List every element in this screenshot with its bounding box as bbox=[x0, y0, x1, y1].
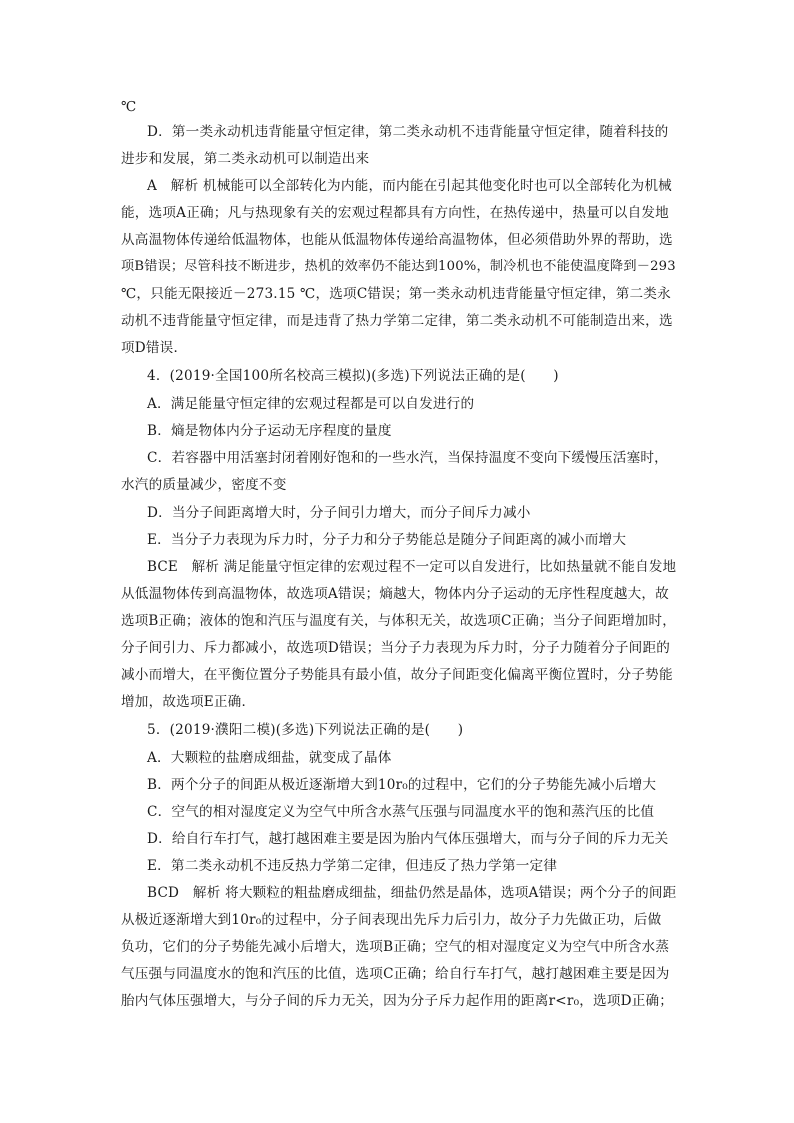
option-d: D．给自行车打气，越打越困难主要是因为胎内气体压强增大，而与分子间的斥力无关 bbox=[147, 831, 669, 847]
text-line: 项D错误． bbox=[121, 340, 188, 356]
text-line: 动机不违背能量守恒定律，而是违背了热力学第二定律，第二类永动机不可能制造出来，选 bbox=[121, 313, 673, 329]
text-line: D．第一类永动机违背能量守恒定律，第二类永动机不违背能量守恒定律，随着科技的 bbox=[147, 124, 669, 140]
text-line: 气压强与同温度水的饱和汽压的比值，选项C正确；给自行车打气，越打越困难主要是因为 bbox=[121, 966, 670, 982]
text-line: ℃ bbox=[121, 99, 137, 115]
text-line: 从极近逐渐增大到10r₀的过程中，分子间表现出先斥力后引力，故分子力先做正功，后做 bbox=[121, 912, 662, 928]
option-b: B．两个分子的间距从极近逐渐增大到10r₀的过程中，它们的分子势能先减小后增大 bbox=[147, 777, 657, 793]
text-line: ℃，只能无限接近－273.15 ℃，选项C错误；第一类永动机违背能量守恒定律，第二类永 bbox=[121, 286, 671, 302]
text-line: 选项B正确；液体的饱和汽压与温度有关，与体积无关，故选项C正确；当分子间距增加时， bbox=[121, 613, 676, 629]
option-a: A．大颗粒的盐磨成细盐，就变成了晶体 bbox=[147, 750, 392, 766]
text-line: 项B错误；尽管科技不断进步，热机的效率仍不能达到100%，制冷机也不能使温度降到－293 bbox=[121, 259, 676, 274]
text-line: 能，选项A正确；凡与热现象有关的宏观过程都具有方向性，在热传递中，热量可以自发地 bbox=[121, 205, 669, 221]
answer-analysis: BCE 解析 满足能量守恒定律的宏观过程不一定可以自发进行，比如热量就不能自发地 bbox=[147, 559, 677, 575]
text-line: 进步和发展，第二类永动机可以制造出来 bbox=[121, 151, 370, 167]
option-a: A．满足能量守恒定律的宏观过程都是可以自发进行的 bbox=[147, 396, 475, 412]
text-line: 从低温物体传到高温物体，故选项A错误；熵越大，物体内分子运动的无序性程度越大，故 bbox=[121, 586, 669, 602]
option-c: C．空气的相对湿度定义为空气中所含水蒸气压强与同温度水平的饱和蒸汽压的比值 bbox=[147, 804, 655, 820]
text-line: 减小而增大，在平衡位置分子势能具有最小值，故分子间距变化偏离平衡位置时，分子势能 bbox=[121, 667, 673, 683]
question-4-stem: 4．(2019·全国100所名校高三模拟)(多选)下列说法正确的是( ) bbox=[147, 368, 559, 384]
text-line: 负功，它们的分子势能先减小后增大，选项B正确；空气的相对湿度定义为空气中所含水蒸 bbox=[121, 939, 670, 955]
text-line: A 解析 机械能可以全部转化为内能，而内能在引起其他变化时也可以全部转化为机械 bbox=[147, 178, 672, 194]
text-line: 分子间引力、斥力都减小，故选项D错误；当分子力表现为斥力时，分子力随着分子间距的 bbox=[121, 640, 671, 656]
option-d: D．当分子间距离增大时，分子间引力增大，而分子间斥力减小 bbox=[147, 505, 531, 521]
answer-analysis: BCD 解析 将大颗粒的粗盐磨成细盐，细盐仍然是晶体，选项A错误；两个分子的间距 bbox=[147, 885, 677, 901]
option-b: B．熵是物体内分子运动无序程度的量度 bbox=[147, 423, 392, 439]
option-e: E．当分子力表现为斥力时，分子力和分子势能总是随分子间距离的减小而增大 bbox=[147, 532, 627, 548]
text-line: 胎内气体压强增大，与分子间的斥力无关，因为分子斥力起作用的距离r<r₀，选项D正确； bbox=[121, 993, 674, 1009]
question-5-stem: 5．(2019·濮阳二模)(多选)下列说法正确的是( ) bbox=[147, 722, 464, 738]
option-c: C．若容器中用活塞封闭着刚好饱和的一些水汽，当保持温度不变向下缓慢压活塞时， bbox=[147, 450, 668, 466]
text-line: 增加，故选项E正确． bbox=[121, 694, 256, 710]
option-e: E．第二类永动机不违反热力学第二定律，但违反了热力学第一定律 bbox=[147, 858, 558, 874]
text-line: 从高温物体传递给低温物体，也能从低温物体传递给高温物体，但必须借助外界的帮助，选 bbox=[121, 232, 673, 248]
text-line: 水汽的质量减少，密度不变 bbox=[121, 477, 287, 493]
